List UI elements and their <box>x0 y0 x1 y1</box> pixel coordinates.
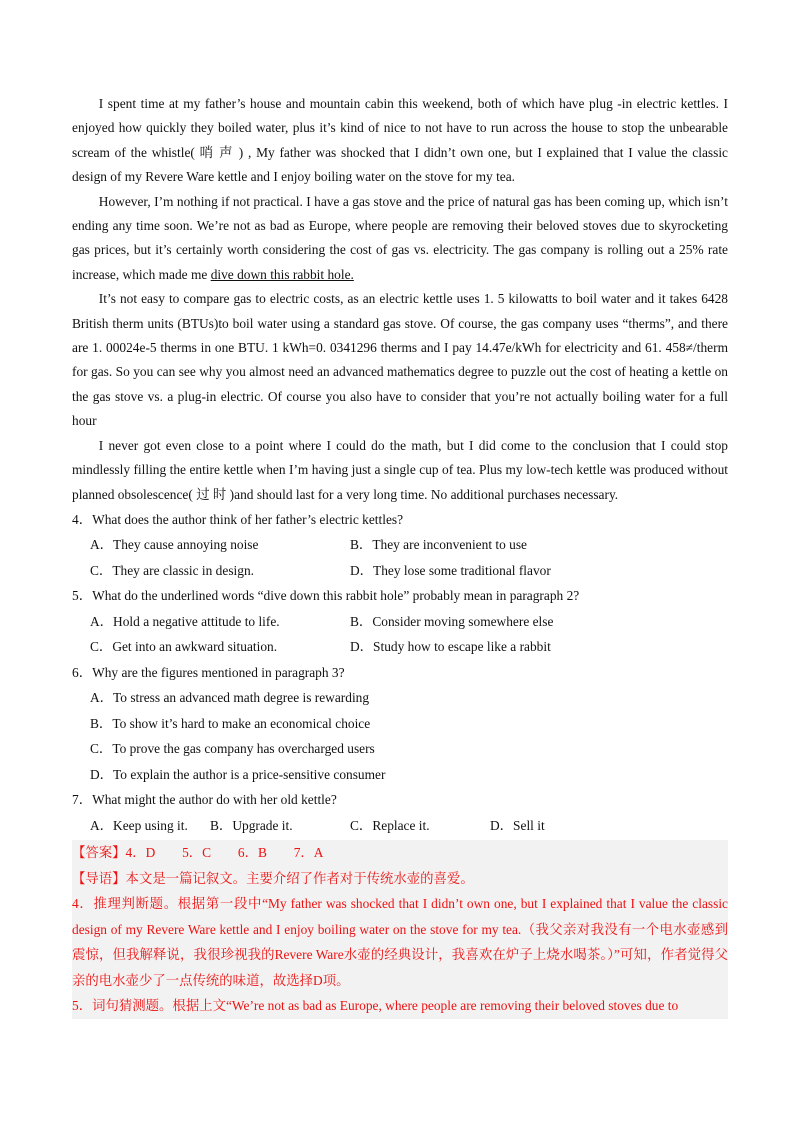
passage-paragraph-2 <box>72 190 728 288</box>
question-4-stem: 4．What does the author think of her father’s electric kettles? <box>72 511 404 527</box>
question-4-option-d: D．They lose some traditional flavor <box>350 562 551 578</box>
question-5-option-a: A．Hold a negative attitude to life. <box>90 613 280 629</box>
question-5-option-d: D．Study how to escape like a rabbit <box>350 639 551 655</box>
question-6-option-d: D．To explain the author is a price-sensitive consumer <box>90 766 386 782</box>
question-6-option-a: A．To stress an advanced math degree is rewarding <box>90 690 370 706</box>
p1-text-b: ) , My father was shocked that I didn’t own one, but I explained that I value the classic design of my Revere Ware kettle and I enjoy boiling water on the stove for my tea. <box>72 144 728 185</box>
question-7-option-d: D．Sell it <box>490 817 545 833</box>
question-7-options <box>90 813 728 839</box>
p1-text-a: I spent time at my father’s house and mountain cabin this weekend, both of which have plug -in electric kettles. I enjoyed how quickly they boiled water, plus it’s kind of nice to not have to run across the house to stop the unbearable scream of the whistle( <box>72 96 728 160</box>
p1-gloss: 哨 声 <box>194 144 239 160</box>
answer-section <box>72 840 728 1019</box>
question-7-stem: 7．What might the author do with her old kettle? <box>72 792 337 808</box>
question-6-option-c: C．To prove the gas company has overcharged users <box>90 741 375 757</box>
question-6-option-b: B．To show it’s hard to make an economical choice <box>90 715 371 731</box>
question-6-stem: 6．Why are the figures mentioned in paragraph 3? <box>72 664 345 680</box>
question-5-stem: 5．What do the underlined words “dive down this rabbit hole” probably mean in paragraph 2? <box>72 588 580 604</box>
question-7-option-b: B．Upgrade it. <box>210 817 293 833</box>
question-7-option-c: C．Replace it. <box>350 817 430 833</box>
passage-paragraph-3: It’s not easy to compare gas to electric costs, as an electric kettle uses 1. 5 kilowatts to boil water and it takes 6428 British therm units (BTUs)to boil water using a standard gas stove. Of course, the gas company uses “therms”, and there are 1. 00024e-5 therms in one BTU. 1 kWh=0. 0341296 therms and I pay 14.47e/kWh for electricity and 61. 458≠/therm for gas. So you can see why you almost need an advanced mathematics degree to puzzle out the cost of heating a kettle on the gas stove vs. a plug-in electric. Of course you also have to consider that you’re not actually boiling water for a full hour <box>72 291 728 429</box>
underlined-phrase: dive down this rabbit hole. <box>210 266 354 282</box>
passage-paragraph-1 <box>72 92 728 190</box>
question-6-options <box>90 685 728 787</box>
p2-text: However, I’m nothing if not practical. I have a gas stove and the price of natural gas has been coming up, which isn’t ending any time soon. We’re not as bad as Europe, where people are removing their beloved stoves due to skyrocketing gas prices, but it’s certainly worth considering the cost of gas vs. electricity. The gas company is rolling out a 25% rate increase, which made me <box>72 193 728 282</box>
p4-text-a: I never got even close to a point where I could do the math, but I did come to the conclusion that I could stop mindlessly filling the entire kettle when I’m having just a single cup of tea. Plus my low-tech kettle was produced without planned obsolescence( <box>72 437 728 502</box>
passage-paragraph-4 <box>72 434 728 507</box>
question-4-option-b: B．They are inconvenient to use <box>350 537 528 553</box>
p4-gloss: 过 时 <box>192 486 230 502</box>
explanation-5: 5．词句猜测题。根据上文“We’re not as bad as Europe, where people are removing their beloved stoves due to <box>72 998 679 1014</box>
question-5-options <box>90 609 728 660</box>
guide-text: 【导语】本文是一篇记叙文。主要介绍了作者对于传统水壶的喜爱。 <box>72 870 474 886</box>
question-7-option-a: A．Keep using it. <box>90 817 188 833</box>
question-4-option-c: C．They are classic in design. <box>90 562 254 578</box>
explanation-4: 4．推理判断题。根据第一段中“My father was shocked that I didn’t own one, but I explained that I value the classic design of my Revere Ware kettle and I enjoy boiling water on the stove for my tea.（我父亲对我没有一个电水壶感到震惊，但我解释说，我很珍视我的Revere Ware水壶的经典设计，我喜欢在炉子上烧水喝茶。）”可知，作者觉得父亲的电水壶少了一点传统的味道，故选择D项。 <box>72 896 728 988</box>
question-4-option-a: A．They cause annoying noise <box>90 537 259 553</box>
p4-text-b: )and should last for a very long time. No additional purchases necessary. <box>229 486 619 502</box>
question-5-option-c: C．Get into an awkward situation. <box>90 639 278 655</box>
question-5-option-b: B．Consider moving somewhere else <box>350 613 554 629</box>
document-page <box>72 92 728 1019</box>
answer-key: 【答案】4．D 5．C 6．B 7．A <box>72 845 324 861</box>
question-4-options <box>90 532 728 583</box>
